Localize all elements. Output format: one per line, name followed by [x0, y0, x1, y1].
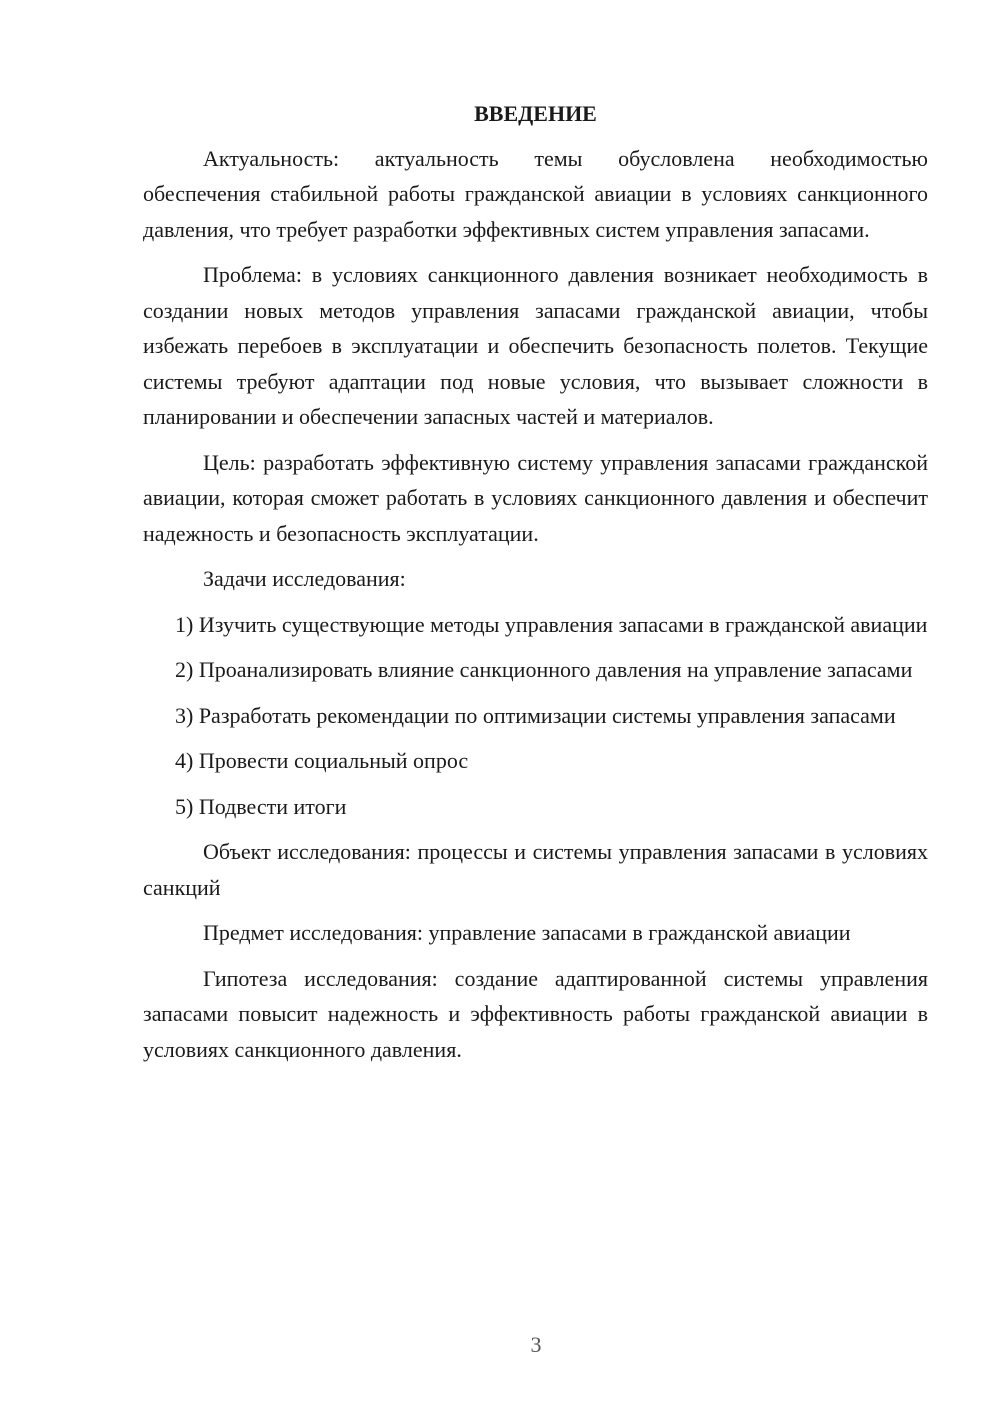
goal-paragraph: Цель: разработать эффективную систему управления запасами гражданской авиации, которая сможет работать в условиях санкционного давления и обеспечит надежность и безопасность эксплуатации.: [143, 449, 928, 546]
task-item-2: 2) Проанализировать влияние санкционного давления на управление запасами: [175, 657, 913, 682]
relevance-paragraph: Актуальность: актуальность темы обусловлена необходимостью обеспечения стабильной работы гражданской авиации в условиях санкционного давления, что требует разработки эффективных систем управления запасами.: [143, 145, 928, 242]
task-item-1: 1) Изучить существующие методы управления запасами в гражданской авиации: [175, 611, 928, 637]
hypothesis-paragraph: Гипотеза исследования: создание адаптированной системы управления запасами повысит надежность и эффективность работы гражданской авиации в условиях санкционного давления.: [143, 965, 928, 1062]
document-page: [143, 96, 928, 1077]
subject-paragraph: Предмет исследования: управление запасами в гражданской авиации: [203, 920, 851, 945]
task-item-3: 3) Разработать рекомендации по оптимизации системы управления запасами: [175, 702, 896, 728]
problem-paragraph: Проблема: в условиях санкционного давления возникает необходимость в создании новых методов управления запасами гражданской авиации, чтобы избежать перебоев в эксплуатации и обеспечить безопасность полетов. Текущие системы требуют адаптации под новые условия, что вызывает сложности в планировании и обеспечении запасных частей и материалов.: [143, 262, 928, 429]
tasks-intro: Задачи исследования:: [203, 566, 406, 591]
page-number: 3: [530, 1332, 542, 1357]
object-paragraph: Объект исследования: процессы и системы управления запасами в условиях санкций: [143, 839, 928, 900]
section-heading: ВВЕДЕНИЕ: [474, 101, 597, 126]
task-item-5: 5) Подвести итоги: [175, 793, 347, 819]
task-item-4: 4) Провести социальный опрос: [175, 748, 469, 773]
